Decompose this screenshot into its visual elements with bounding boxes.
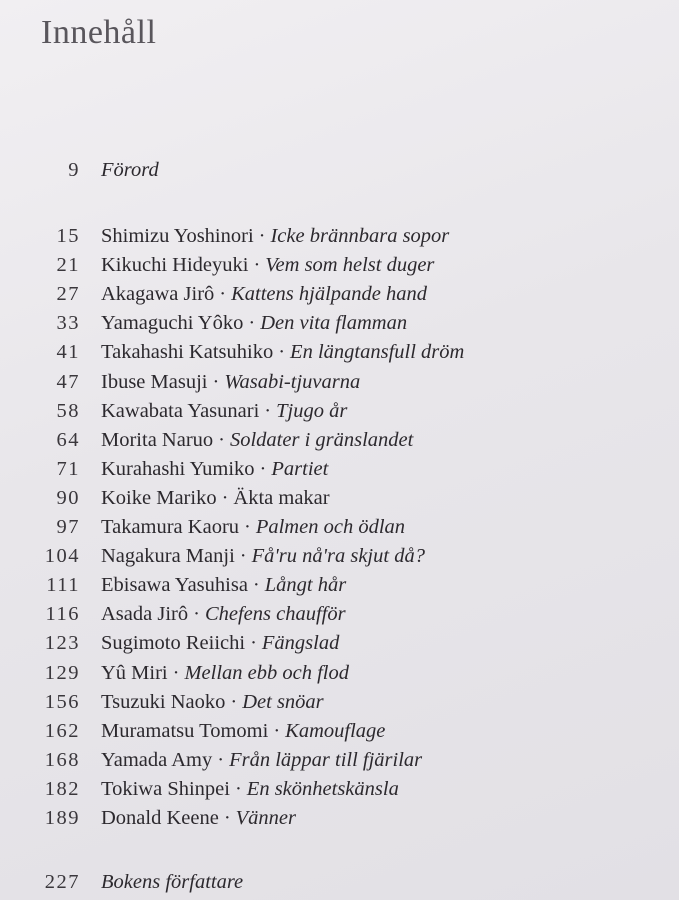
entry-author: Sugimoto Reiichi	[101, 632, 246, 655]
entry-title: Kamouflage	[285, 719, 386, 742]
entry-text	[101, 279, 427, 309]
list-item	[0, 512, 679, 542]
entry-page-number: 123	[44, 632, 80, 655]
entry-text	[101, 425, 413, 455]
entry-page-number: 58	[56, 399, 80, 422]
entry-text	[101, 716, 385, 746]
list-item	[0, 745, 679, 775]
preface-page-number: 9	[68, 159, 80, 181]
entry-page-number: 27	[56, 283, 80, 306]
entry-author: Takahashi Katsuhiko	[101, 341, 274, 364]
entry-text	[101, 483, 330, 513]
entry-separator: ·	[239, 545, 247, 568]
entry-page-number: 104	[44, 545, 80, 568]
list-item	[0, 337, 679, 367]
entry-separator: ·	[273, 719, 281, 742]
entry-page-number: 111	[46, 574, 80, 597]
entry-text	[101, 367, 360, 397]
entry-title: En längtansfull dröm	[290, 341, 465, 364]
entry-title: Icke brännbara sopor	[270, 225, 450, 247]
entry-text	[101, 454, 328, 484]
entry-author: Kikuchi Hideyuki	[101, 254, 249, 277]
entry-page-number: 182	[44, 777, 80, 800]
entry-page-number: 162	[44, 719, 80, 742]
entry-author: Koike Mariko	[101, 486, 217, 509]
list-item	[0, 396, 679, 426]
entry-text	[101, 337, 464, 367]
entry-title: Mellan ebb och flod	[184, 661, 349, 684]
list-item	[0, 279, 679, 309]
entry-text	[101, 774, 399, 804]
entry-page-number: 168	[44, 748, 80, 771]
entry-text	[101, 396, 347, 426]
list-item	[0, 250, 679, 280]
entry-title: Kattens hjälpande hand	[231, 283, 427, 306]
entry-separator: ·	[219, 283, 227, 306]
list-item	[0, 687, 679, 717]
entry-title: Från läppar till fjärilar	[229, 748, 423, 771]
entry-title: Den vita flamman	[260, 312, 408, 335]
entry-text	[101, 803, 296, 833]
entry-separator: ·	[278, 341, 286, 364]
preface-row	[0, 155, 679, 185]
entry-author: Yamada Amy	[101, 748, 213, 771]
entry-text	[101, 541, 425, 571]
afterword-title: Bokens författare	[101, 871, 244, 893]
list-item	[0, 803, 679, 833]
entry-title: Långt hår	[264, 574, 347, 597]
entry-page-number: 15	[56, 225, 80, 247]
entry-separator: ·	[230, 690, 238, 713]
entry-text	[101, 628, 339, 658]
list-item	[0, 774, 679, 804]
entry-author: Akagawa Jirô	[101, 283, 215, 306]
entry-page-number: 47	[56, 370, 80, 393]
entry-title: Palmen och ödlan	[255, 516, 406, 538]
entry-title: Chefens chaufför	[204, 603, 346, 626]
list-item	[0, 541, 679, 571]
entry-page-number: 90	[56, 486, 80, 509]
entry-text	[101, 658, 349, 688]
entry-separator: ·	[259, 457, 267, 480]
entry-separator: ·	[217, 748, 225, 771]
entry-author: Yamaguchi Yôko	[101, 312, 244, 335]
preface-title: Förord	[101, 159, 159, 181]
list-item	[0, 716, 679, 746]
entry-author: Ibuse Masuji	[101, 370, 208, 393]
entry-author: Kurahashi Yumiko	[101, 457, 255, 480]
afterword-page-number: 227	[44, 871, 80, 893]
list-item	[0, 425, 679, 455]
entry-page-number: 156	[44, 690, 80, 713]
list-item	[0, 628, 679, 658]
entry-author: Donald Keene	[101, 807, 219, 829]
entry-separator: ·	[221, 486, 229, 509]
entry-text	[101, 687, 324, 717]
entry-title: En skönhetskänsla	[246, 777, 399, 800]
entry-separator: ·	[250, 632, 257, 655]
entry-author: Kawabata Yasunari	[101, 399, 260, 422]
entry-author: Muramatsu Tomomi	[101, 719, 269, 742]
entry-text	[101, 250, 434, 280]
entry-separator: ·	[172, 661, 180, 684]
entry-page-number: 71	[56, 457, 80, 480]
entry-title: Wasabi-tjuvarna	[224, 370, 361, 393]
entry-separator: ·	[253, 254, 261, 277]
entry-text	[101, 745, 422, 775]
entry-author: Nagakura Manji	[101, 545, 235, 568]
entry-author: Yû Miri	[101, 661, 168, 684]
list-item	[0, 599, 679, 629]
entry-separator: ·	[234, 777, 242, 800]
entry-author: Asada Jirô	[101, 603, 189, 626]
entry-separator: ·	[193, 603, 200, 626]
entry-title: Det snöar	[242, 690, 324, 713]
entry-author: Shimizu Yoshinori	[101, 225, 254, 247]
entry-page-number: 116	[45, 603, 80, 626]
list-item	[0, 483, 679, 513]
entry-page-number: 64	[56, 428, 80, 451]
list-item	[0, 658, 679, 688]
entry-author: Ebisawa Yasuhisa	[101, 574, 248, 597]
entry-title: Få'ru nå'ra skjut då?	[251, 545, 425, 568]
entry-text	[101, 570, 346, 600]
entry-page-number: 41	[56, 341, 80, 364]
entry-title: Tjugo år	[276, 399, 348, 422]
afterword-row	[0, 867, 679, 897]
entry-text	[101, 512, 405, 542]
entry-text	[101, 308, 407, 338]
entry-page-number: 33	[56, 312, 80, 335]
entry-page-number: 21	[56, 254, 80, 277]
entry-author: Takamura Kaoru	[101, 516, 240, 538]
entry-author: Tokiwa Shinpei	[101, 777, 230, 800]
entry-separator: ·	[248, 312, 256, 335]
entry-separator: ·	[264, 399, 272, 422]
list-item	[0, 367, 679, 397]
list-item	[0, 570, 679, 600]
entry-title: Partiet	[271, 457, 329, 480]
entry-title: Vem som helst duger	[265, 254, 435, 277]
list-item	[0, 454, 679, 484]
entry-separator: ·	[218, 428, 225, 451]
entry-text	[101, 599, 346, 629]
entry-title: Fängslad	[261, 632, 340, 655]
entry-title: Äkta makar	[233, 486, 330, 509]
entry-text	[101, 221, 449, 251]
entry-separator: ·	[252, 574, 260, 597]
entry-author: Tsuzuki Naoko	[101, 690, 226, 713]
list-item	[0, 308, 679, 338]
entry-page-number: 97	[56, 516, 80, 538]
entry-page-number: 129	[44, 661, 80, 684]
entry-separator: ·	[212, 370, 220, 393]
entry-title: Vänner	[235, 807, 297, 829]
entry-separator: ·	[244, 516, 251, 538]
entry-page-number: 189	[44, 807, 80, 829]
entry-author: Morita Naruo	[101, 428, 214, 451]
page-title: Innehåll	[41, 14, 157, 51]
entry-separator: ·	[258, 225, 266, 247]
entry-title: Soldater i gränslandet	[229, 428, 414, 451]
entry-separator: ·	[223, 807, 231, 829]
list-item	[0, 221, 679, 251]
